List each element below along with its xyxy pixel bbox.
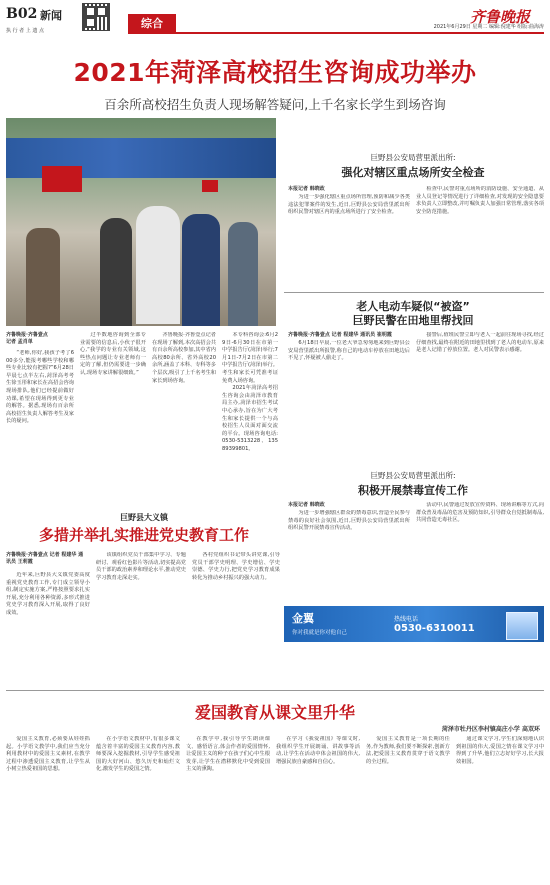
essay-col4-text: 在学习《我爱祖国》等课文时,我组织学生开展朗诵、讲故事等活动,让学生在活动中体会祖国的伟大,增强民族自豪感和自信心。	[276, 736, 360, 765]
section-tab: 综合	[128, 14, 176, 34]
essay-col4	[276, 736, 360, 879]
police2-col2	[416, 332, 544, 465]
party-col3	[192, 552, 280, 684]
lead-col2-text: 过半数地咨询到全部专业需要的信息后,小伙子很开心,“我学的专业有关领域,这些热点问题让专业老师有一定的了解,但仍需要进一步确认,现场专家讲解很细致。”	[80, 332, 146, 376]
essay-col1-text: 爱国主义教育,必须要从娃娃抓起。小学语文教学中,我们应当充分利用教材中的爱国主义素材,在教学过程中渗透爱国主义教育,让学生从小树立热爱祖国的思想。	[6, 736, 90, 773]
essay-col5	[366, 736, 450, 879]
paper-logo: 齐鲁晚报	[470, 8, 531, 26]
lead-col4-text: 本专科咨询会:6月29日-6月30日在市第一中学报告厅(菏泽)举行;7月1日-7月2日在市第二中学报告厅(菏泽)举行。考生和家长可凭准考证免费入场咨询。	[222, 332, 278, 384]
essay-title: 爱国教育从课文里升华	[194, 703, 355, 722]
lead-headline: 2021年菏泽高校招生咨询成功举办	[73, 58, 477, 87]
masthead	[0, 0, 550, 42]
police2-col2-text: 接警后,值班民警立即与老人一起前往现场寻找,经过仔细查找,最终在附近的田地里找到了老人的电动车,原来是老人记错了停放位置。老人对民警表示感谢。	[416, 332, 544, 354]
lead-photo	[6, 118, 276, 326]
lead-col3-text: 齐鲁晚报·齐鲁壹点记者在现场了解到,本次高招会共有百余所高校参加,其中省内高校80余所、省外高校20余所,涵盖了本科、专科等多个层次,吸引了上千名考生和家长到场咨询。	[152, 332, 216, 384]
divider	[284, 292, 544, 293]
police1-col1	[288, 194, 410, 288]
police3-col2-text: 活动中,民警通过发放宣传资料、现场讲解等方式,向群众普及毒品的危害及预防知识,引导群众自觉抵制毒品,共同营造无毒社区。	[416, 502, 544, 524]
party-title: 多措并举扎实推进党史教育工作	[38, 526, 249, 544]
essay-col5-text: 爱国主义教育是一项长期的任务,作为教师,我们要不断探索,创新方法,把爱国主义教育贯穿于语文教学的全过程。	[366, 736, 450, 765]
masthead-red-line	[176, 32, 544, 34]
editor-line: 执 行 者 上 遗 点	[6, 28, 44, 34]
police1-col2	[416, 186, 544, 288]
lead-byline1: 齐鲁晚报·齐鲁壹点	[6, 332, 48, 338]
police1-col2-text: 检查中,民警对重点场所的消防设施、安全通道、从业人员登记等情况进行了详细检查,对发现的安全隐患要求负责人立即整改,并叮嘱负责人加强日常管理,落实各项安全防范措施。	[416, 186, 544, 215]
party-kicker: 巨野县大义镇	[120, 513, 168, 522]
party-col1	[6, 572, 90, 684]
essay-col6	[456, 736, 544, 879]
lead-col1-text: “老师,你好,我孩子考了600多分,能报考哪些学校和哪些专业比较有把握?”6月28日早晨七点半左右,菏泽高考考生徐玉彤和家长在高招会咨询现场排队,他们已经提前做好功课,希望在现场得到更专业的解答。据悉,现场有百余所高校招生负责人解答考生及家长的疑问。	[6, 350, 74, 425]
police3-col1	[288, 510, 410, 600]
police1-col1-text: 为进一步强化辖区重点场所管理,预防和减少各类违法犯罪案件的发生,近日,巨野县公安局营里派出所组织民警对辖区内的重点场所进行了安全检查。	[288, 194, 410, 216]
police1-byline: 本报记者 韩晓政	[288, 186, 325, 192]
page-number: B02	[6, 6, 38, 22]
qr-code-icon	[83, 4, 109, 30]
lead-col2	[80, 332, 146, 500]
essay-col3	[186, 736, 270, 879]
party-col2	[96, 552, 186, 684]
ad-label-bottom: 你对我就是你对他自己	[292, 630, 348, 636]
police3-col2	[416, 502, 544, 600]
police2-byline: 齐鲁晚报·齐鲁壹点 记者 程建华 通讯员 崔明霞	[288, 332, 392, 338]
lead-col3	[152, 332, 216, 500]
police3-title: 积极开展禁毒宣传工作	[358, 484, 468, 497]
ad-building-icon	[506, 612, 538, 640]
divider	[6, 690, 544, 691]
lead-subheadline: 百余所高校招生负责人现场解答疑问,上千名家长学生到场咨询	[104, 97, 446, 112]
party-byline: 齐鲁晚报·齐鲁壹点 记者 程建华 通讯员 王莉霞	[6, 552, 84, 565]
police3-col1-text: 为进一步增强辖区群众的禁毒意识,营造全民参与禁毒的良好社会氛围,近日,巨野县公安局营里派出所组织民警开展禁毒宣传活动。	[288, 510, 410, 532]
police2-title1: 老人电动车疑似“被盗”	[356, 300, 470, 313]
ad-phone-label: 热线电话	[394, 616, 419, 623]
lead-byline2: 记者 孟肖单	[6, 339, 33, 345]
police1-kicker: 巨野县公安局营里派出所:	[370, 153, 456, 162]
essay-col3-text: 在教学中,我引导学生朗读课文、感悟语言,体会作者的爱国情怀,让爱国主义的种子在孩子们心中生根发芽,让学生在潜移默化中受到爱国主义的熏陶。	[186, 736, 270, 773]
party-col3-text: 各村党组织书记带头讲党课,引导党员干部学史明理、学史增信、学史崇德、学史力行,把党史学习教育成果转化为推动乡村振兴的强大动力。	[192, 552, 280, 581]
essay-col6-text: 通过课文学习,学生们深刻地认识到祖国的伟大,爱国之情在课文学习中得到了升华,他们立志好好学习,长大报效祖国。	[456, 736, 544, 765]
police1-title: 强化对辖区重点场所安全检查	[341, 166, 485, 179]
police2-col1-text: 6月18日早晨,一位老大爷急匆匆地来到巨野县公安局营里派出所报警,称自己的电动车停放在田地边后不见了,怀疑被人偷走了。	[288, 340, 410, 362]
lead-col4b-text: 2021年菏泽高考招生咨询会由菏泽市教育局主办,菏泽市招生考试中心承办,旨在为广大考生和家长提供一个与高校招生人员面对面交流的平台。现场咨询电话:0530-5313228、13589399801。	[222, 385, 278, 452]
police3-byline: 本报记者 韩晓政	[288, 502, 325, 508]
party-col2-text: 该镇组织党员干部集中学习、专题研讨、观看红色影片等活动,切实提高党员干部的政治素养和理论水平,推动党史学习教育走深走实。	[96, 552, 186, 581]
section-name: 新闻	[40, 9, 62, 22]
ad-phone: 0530-6310011	[394, 623, 475, 634]
police2-title2: 巨野民警在田地里帮找回	[352, 314, 474, 327]
party-col1-text: 近年来,巨野县大义镇党委高度重视党史教育工作,专门成立领导小组,制定实施方案,严格按照要求扎实开展,充分利用各种资源,多形式推进党史学习教育深入开展,取得了良好成效。	[6, 572, 90, 616]
ad-label-top: 金翼	[292, 612, 314, 625]
police2-col1	[288, 340, 410, 465]
essay-author: 菏泽市牡丹区李村镇高庄小学 高双环	[441, 726, 540, 733]
essay-col1	[6, 736, 90, 879]
date-line: 2021年6月29日 星期二 编辑:倪建华 组版:曲海涛	[433, 24, 544, 30]
essay-col2	[96, 736, 180, 879]
lead-col4	[222, 332, 278, 500]
ad-banner	[284, 606, 544, 642]
essay-col2-text: 在小学语文教材中,有很多课文蕴含着丰富的爱国主义教育内容,教师要深入挖掘教材,引导学生感受祖国的大好河山、悠久历史和灿烂文化,激发学生的爱国之情。	[96, 736, 180, 773]
lead-col1	[6, 350, 74, 500]
police3-kicker: 巨野县公安局营里派出所:	[370, 471, 456, 480]
